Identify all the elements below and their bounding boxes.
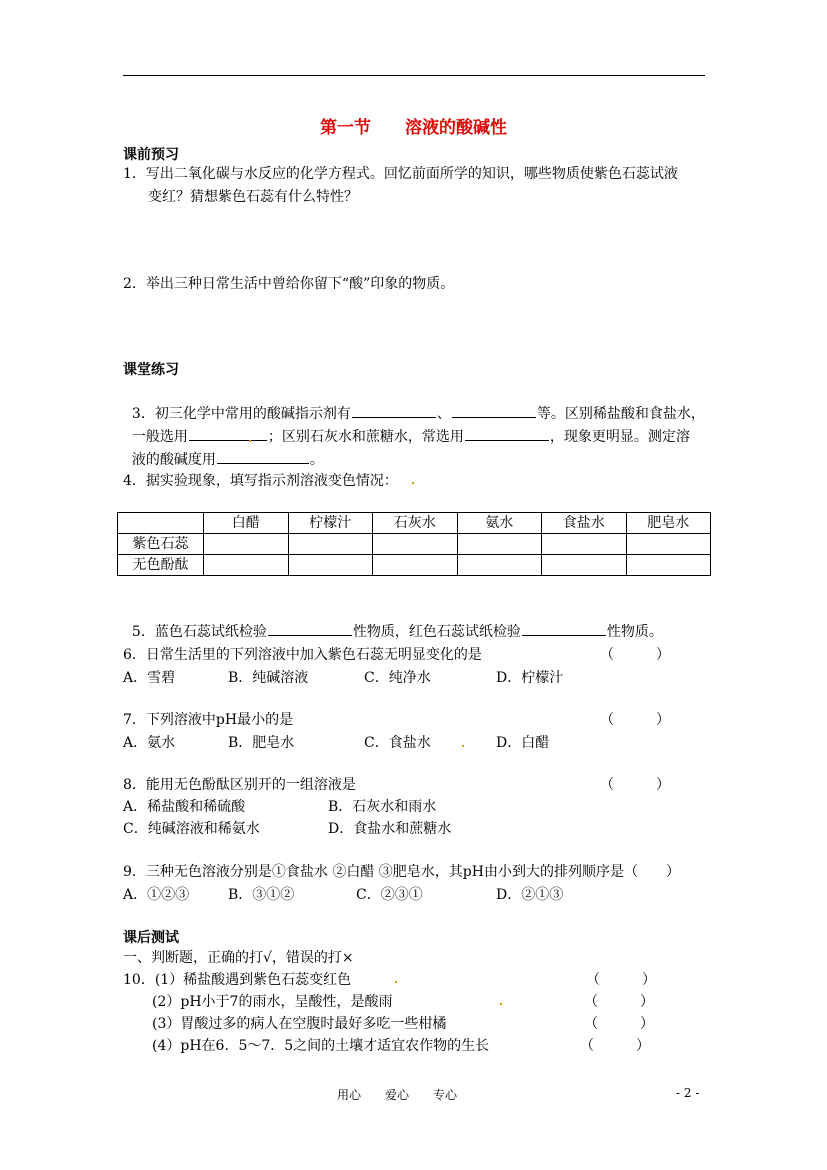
table-cell[interactable] (457, 555, 542, 576)
page-title: 第一节 溶液的酸碱性 (320, 118, 507, 138)
q7-option-a: A．氨水 (123, 735, 176, 751)
speck-mark (412, 482, 414, 484)
speck-mark (249, 440, 251, 442)
header-rule (123, 75, 705, 76)
speck-mark (462, 745, 464, 747)
q7-stem: 7．下列溶液中pH最小的是 (123, 712, 294, 728)
q1-line1: 1．写出二氧化碳与水反应的化学方程式。回忆前面所学的知识，哪些物质使紫色石蕊试液 (123, 166, 678, 182)
table-cell[interactable] (373, 555, 458, 576)
table-cell[interactable] (373, 534, 458, 555)
q6-option-c: C．纯净水 (364, 670, 431, 686)
table-header-cell: 肥皂水 (626, 513, 711, 534)
q7-option-d: D．白醋 (496, 735, 550, 751)
table-header-cell: 柠檬汁 (288, 513, 373, 534)
q3-text-2a: 一般选用 (131, 429, 188, 445)
q3-text-2c: ，现象更明显。测定溶 (549, 429, 690, 445)
judge-2-paren[interactable]: （ ） (584, 994, 654, 1010)
table-header-cell: 氨水 (457, 513, 542, 534)
speck-mark (395, 981, 397, 983)
judge-intro: 一、判断题，正确的打√，错误的打× (123, 950, 354, 966)
page-number: - 2 - (676, 1086, 700, 1100)
table-cell[interactable] (626, 534, 711, 555)
judge-item-2: (2）pH小于7的雨水，呈酸性，是酸雨 (152, 994, 393, 1010)
indicator-table (117, 512, 711, 576)
q3-line3 (123, 429, 324, 470)
judge-item-3: (3）胃酸过多的病人在空腹时最好多吃一些柑橘 (152, 1016, 447, 1032)
q5-text-b: 性物质，红色石蕊试纸检验 (352, 624, 521, 640)
table-header-cell (118, 513, 204, 534)
q8-option-b: B．石灰水和雨水 (328, 799, 437, 815)
q3-text-1a: 3．初三化学中常用的酸碱指示剂有 (131, 406, 351, 422)
q7-option-b: B．肥皂水 (228, 735, 295, 751)
row-label: 无色酚酞 (118, 555, 204, 576)
q3-text-3b: 。 (309, 452, 324, 468)
q3-text-2b: ；区别石灰水和蔗糖水，常选用 (267, 429, 464, 445)
table-cell[interactable] (542, 534, 627, 555)
table-row (118, 555, 711, 576)
q5-text-c: 性物质。 (606, 624, 663, 640)
q5-text-a: 5．蓝色石蕊试纸检验 (131, 624, 267, 640)
q9-stem: 9．三种无色溶液分别是①食盐水 ②白醋 ③肥皂水，其pH由小到大的排列顺序是（ ） (123, 864, 680, 880)
q9-option-a: A．①②③ (123, 887, 190, 903)
q7-option-c: C．食盐水 (364, 735, 431, 751)
q8-option-d: D．食盐水和蔗糖水 (328, 821, 452, 837)
table-cell[interactable] (204, 534, 289, 555)
table-cell[interactable] (457, 534, 542, 555)
table-cell[interactable] (204, 555, 289, 576)
q6-answer-paren[interactable]: （ ） (600, 647, 670, 663)
q7-answer-paren[interactable]: （ ） (600, 712, 670, 728)
q9-option-b: B．③①② (228, 887, 295, 903)
q8-option-a: A．稀盐酸和稀硫酸 (123, 799, 246, 815)
judge-1-paren[interactable]: （ ） (586, 972, 656, 988)
table-cell[interactable] (288, 555, 373, 576)
table-header-cell: 白醋 (204, 513, 289, 534)
table-header-row (118, 513, 711, 534)
table-row (118, 534, 711, 555)
q6-option-d: D．柠檬汁 (496, 670, 564, 686)
q5-blank-2[interactable] (522, 621, 606, 636)
q1-line2: 变红？猜想紫色石蕊有什么特性？ (148, 189, 358, 205)
section-practice: 课堂练习 (123, 362, 179, 378)
q5-blank-1[interactable] (268, 621, 352, 636)
table-header-cell: 石灰水 (373, 513, 458, 534)
section-preview: 课前预习 (123, 147, 179, 163)
section-test: 课后测试 (123, 930, 179, 946)
q3-blank-5[interactable] (217, 449, 309, 464)
q6-option-a: A．雪碧 (123, 670, 176, 686)
q4-text: 4．据实验现象，填写指示剂溶液变色情况： (123, 473, 398, 489)
q8-option-c: C．纯碱溶液和稀氨水 (123, 821, 260, 837)
q3-blank-4[interactable] (465, 426, 549, 441)
q9-option-d: D．②①③ (496, 887, 564, 903)
q8-answer-paren[interactable]: （ ） (600, 777, 670, 793)
judge-3-paren[interactable]: （ ） (584, 1016, 654, 1032)
q5-line (123, 601, 663, 642)
q8-stem: 8．能用无色酚酞区别开的一组溶液是 (123, 777, 356, 793)
q9-option-c: C．②③① (356, 887, 423, 903)
q2-text: 2．举出三种日常生活中曾给你留下“酸”印象的物质。 (123, 276, 455, 292)
q6-stem: 6．日常生活里的下列溶液中加入紫色石蕊无明显变化的是 (123, 647, 482, 663)
footer-motto: 用心 爱心 专心 (337, 1088, 458, 1102)
q3-text-1c: 等。区别稀盐酸和食盐水， (536, 406, 705, 422)
table-cell[interactable] (288, 534, 373, 555)
judge-item-1: 10．(1）稀盐酸遇到紫色石蕊变红色 (123, 972, 352, 988)
judge-4-paren[interactable]: （ ） (580, 1038, 650, 1054)
q3-text-3a: 液的酸碱度用 (131, 452, 216, 468)
q6-option-b: B．纯碱溶液 (228, 670, 309, 686)
table-cell[interactable] (542, 555, 627, 576)
judge-item-4: (4）pH在6．5～7．5之间的土壤才适宜农作物的生长 (152, 1038, 490, 1054)
table-cell[interactable] (626, 555, 711, 576)
row-label: 紫色石蕊 (118, 534, 204, 555)
q3-text-1b: 、 (436, 406, 451, 422)
table-header-cell: 食盐水 (542, 513, 627, 534)
speck-mark (500, 1003, 502, 1005)
